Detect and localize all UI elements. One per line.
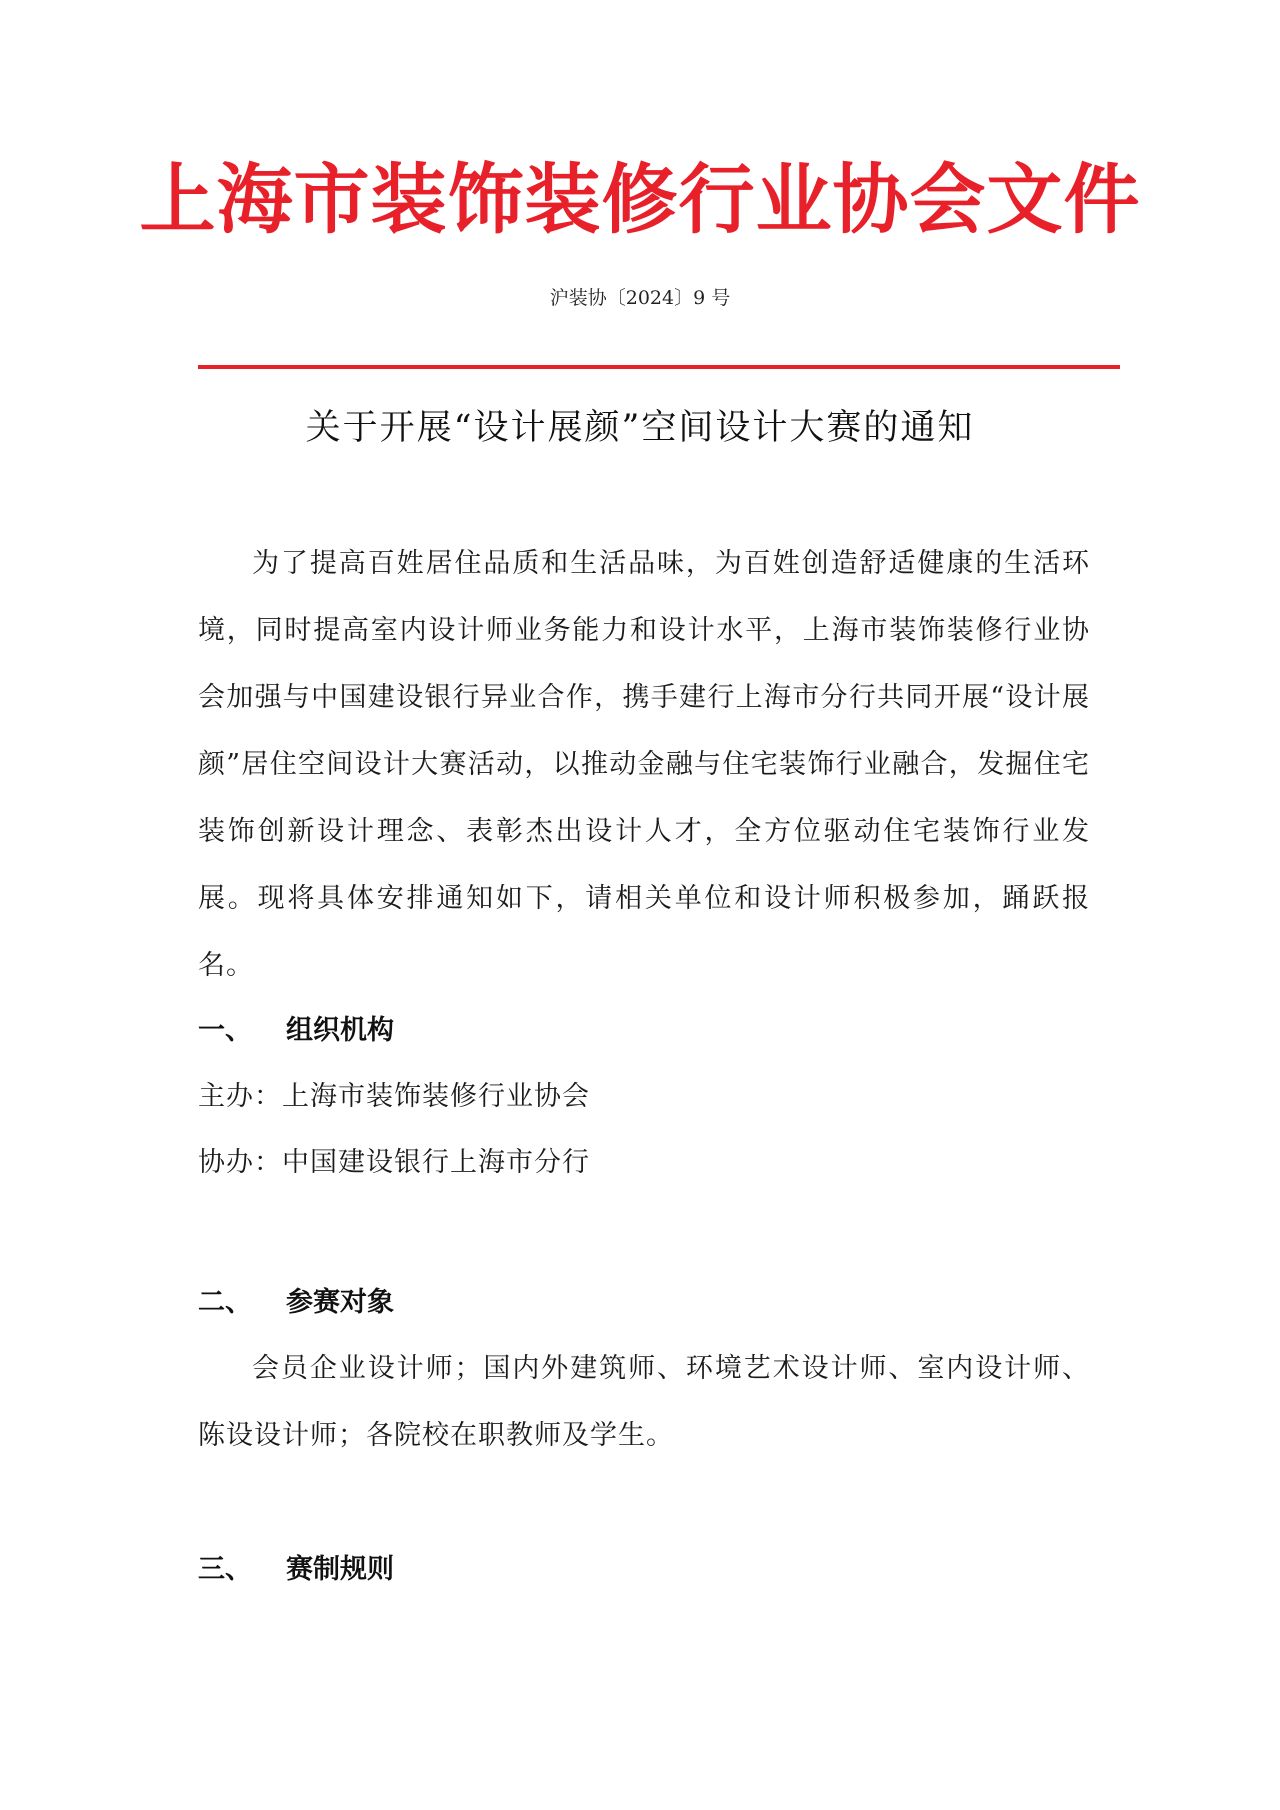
participants-paragraph: 会员企业设计师；国内外建筑师、环境艺术设计师、室内设计师、陈设设计师；各院校在职教师及学生。 <box>198 1353 1090 1451</box>
red-divider-line <box>198 365 1120 369</box>
co-organizer-line: 协办：中国建设银行上海市分行 <box>198 1147 590 1178</box>
intro-paragraph-block <box>198 530 1090 999</box>
section-number: 三、 <box>198 1554 252 1585</box>
section-title: 组织机构 <box>286 1015 394 1046</box>
intro-paragraph: 为了提高百姓居住品质和生活品味，为百姓创造舒适健康的生活环境，同时提高室内设计师业务能力和设计水平，上海市装饰装修行业协会加强与中国建设银行异业合作，携手建行上海市分行共同开展“设计展颜”居住空间设计大赛活动，以推动金融与住宅装饰行业融合，发掘住宅装饰创新设计理念、表彰杰出设计人才，全方位驱动住宅装饰行业发展。现将具体安排通知如下，请相关单位和设计师积极参加，踊跃报名。 <box>198 548 1090 981</box>
organizer-line: 主办：上海市装饰装修行业协会 <box>198 1081 590 1112</box>
section-number: 一、 <box>198 1015 252 1046</box>
participants-paragraph-block <box>198 1335 1090 1469</box>
document-number: 沪装协〔2024〕9 号 <box>549 287 731 309</box>
section-heading-organization <box>198 1011 394 1051</box>
section-heading-rules <box>198 1550 394 1590</box>
masthead-title: 上海市装饰装修行业协会文件 <box>139 155 1141 244</box>
section-title: 参赛对象 <box>286 1287 394 1318</box>
section-number: 二、 <box>198 1287 252 1318</box>
section-heading-participants <box>198 1283 394 1323</box>
section-title: 赛制规则 <box>286 1554 394 1585</box>
notice-title: 关于开展“设计展颜”空间设计大赛的通知 <box>305 408 975 448</box>
